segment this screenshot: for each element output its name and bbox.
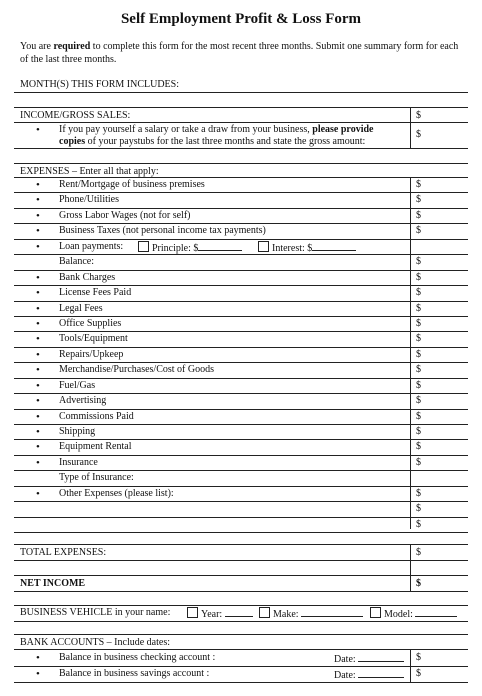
- expenses-heading: EXPENSES – Enter all that apply:: [20, 166, 159, 177]
- income-note-b: of your paystubs for the last three months and state the gross amount:: [85, 136, 366, 147]
- model-checkbox[interactable]: [370, 607, 381, 618]
- row-line: [14, 621, 468, 622]
- expense-row: [14, 411, 468, 425]
- expense-row: [14, 241, 468, 255]
- expense-row: [14, 457, 468, 471]
- expense-label: Merchandise/Purchases/Cost of Goods: [59, 364, 214, 376]
- row-line: [14, 393, 468, 394]
- dollar-sign: $: [416, 652, 421, 663]
- bullet: •: [36, 271, 40, 284]
- dollar-sign: $: [416, 333, 421, 345]
- row-line: [14, 666, 468, 667]
- expense-row: [14, 303, 468, 317]
- principal-label: Principle: $: [152, 242, 199, 254]
- savings-label: Balance in business savings account :: [59, 668, 210, 679]
- dollar-sign: $: [416, 209, 421, 221]
- row-line: [14, 575, 468, 576]
- expense-row: [14, 272, 468, 286]
- dollar-sign: $: [416, 426, 421, 438]
- dollar-sign: $: [416, 456, 421, 468]
- intro-text-2: to complete this form for the most recent three months. Submit one summary form for each of the last three months.: [20, 41, 459, 65]
- expense-row: [14, 380, 468, 394]
- expense-label: Bank Charges: [59, 271, 116, 283]
- vehicle-year: [187, 607, 253, 620]
- bullet: •: [36, 194, 40, 207]
- principal-checkbox[interactable]: [138, 241, 149, 252]
- dollar-sign: $: [416, 379, 421, 391]
- expense-row: [14, 210, 468, 224]
- divider: [14, 92, 468, 93]
- row-line: [14, 270, 468, 271]
- checking-date-field[interactable]: [358, 652, 404, 662]
- savings-row: [14, 668, 468, 682]
- date-label: Date:: [334, 654, 356, 665]
- loan-label: Loan payments:: [59, 240, 124, 252]
- dollar-sign: $: [416, 395, 421, 407]
- row-line: [14, 208, 468, 209]
- table-border: [14, 544, 468, 545]
- bullet: •: [36, 456, 40, 469]
- table-border: [14, 107, 468, 108]
- expense-label: Phone/Utilities: [59, 194, 119, 206]
- expense-label: Insurance: [59, 456, 98, 468]
- row-line: [14, 239, 468, 240]
- income-note-a: If you pay yourself a salary or take a draw from your business,: [59, 124, 313, 135]
- table-border: [14, 163, 468, 164]
- expense-label: Shipping: [59, 426, 96, 438]
- expense-label: Other Expenses (please list):: [59, 487, 174, 499]
- checking-date: [334, 652, 404, 665]
- dollar-sign: $: [416, 668, 421, 679]
- savings-date: [334, 668, 404, 681]
- row-line: [14, 532, 468, 533]
- expense-label: Office Supplies: [59, 317, 122, 329]
- row-line: [14, 347, 468, 348]
- intro-required: required: [53, 41, 91, 52]
- dollar-sign: $: [416, 129, 421, 140]
- row-line: [14, 560, 468, 561]
- dollar-sign: $: [416, 194, 421, 206]
- interest-checkbox[interactable]: [258, 241, 269, 252]
- dollar-sign: $: [416, 256, 421, 268]
- income-heading: INCOME/GROSS SALES:: [20, 110, 131, 121]
- principal-field[interactable]: [198, 241, 242, 251]
- dollar-sign: $: [416, 225, 421, 237]
- bullet: •: [36, 333, 40, 346]
- bullet: •: [36, 317, 40, 330]
- vehicle-model: [370, 607, 457, 620]
- expense-row: [14, 333, 468, 347]
- income-note-bold2: copies: [59, 136, 86, 147]
- bullet: •: [36, 395, 40, 408]
- dollar-sign: $: [416, 110, 421, 121]
- intro-text-1: You are: [20, 41, 54, 52]
- expense-label: Tools/Equipment: [59, 333, 128, 345]
- column-divider: [410, 544, 411, 591]
- expense-label: Balance:: [59, 256, 94, 268]
- bullet: •: [36, 124, 40, 136]
- interest-label: Interest: $: [272, 242, 313, 254]
- expense-label: Equipment Rental: [59, 441, 132, 453]
- interest-field[interactable]: [312, 241, 356, 251]
- expense-label: Gross Labor Wages (not for self): [59, 209, 191, 221]
- dollar-sign: $: [416, 410, 421, 422]
- expense-label: Advertising: [59, 395, 107, 407]
- make-field[interactable]: [301, 607, 363, 617]
- expense-row: [14, 503, 468, 517]
- dollar-sign: $: [416, 271, 421, 283]
- expense-row: [14, 426, 468, 440]
- expense-row: [14, 488, 468, 502]
- expense-row: [14, 395, 468, 409]
- expense-row: [14, 519, 468, 533]
- row-line: [14, 192, 468, 193]
- dollar-sign: $: [416, 317, 421, 329]
- make-label: Make:: [273, 609, 299, 620]
- dollar-sign: $: [416, 364, 421, 376]
- expense-label: Legal Fees: [59, 302, 103, 314]
- row-line: [14, 517, 468, 518]
- expense-row: [14, 349, 468, 363]
- checking-label: Balance in business checking account :: [59, 652, 216, 663]
- row-line: [14, 424, 468, 425]
- row-line: [14, 362, 468, 363]
- expense-row: [14, 256, 468, 270]
- table-border: [14, 634, 468, 635]
- bullet: •: [36, 348, 40, 361]
- expense-row: [14, 441, 468, 455]
- bullet: •: [36, 652, 40, 664]
- table-border: [14, 605, 468, 606]
- year-checkbox[interactable]: [187, 607, 198, 618]
- vehicle-row: [14, 607, 468, 621]
- total-expenses-row: [14, 547, 468, 561]
- expense-label: License Fees Paid: [59, 287, 132, 299]
- dollar-sign: $: [416, 518, 421, 530]
- form-title: Self Employment Profit & Loss Form: [120, 11, 362, 27]
- row-line: [14, 331, 468, 332]
- year-label: Year:: [201, 609, 223, 620]
- total-expenses-label: TOTAL EXPENSES:: [20, 547, 107, 558]
- vehicle-make: [259, 607, 363, 620]
- row-line: [14, 455, 468, 456]
- bullet: •: [36, 240, 40, 253]
- row-line: [14, 682, 468, 683]
- bullet: •: [36, 379, 40, 392]
- expense-label: Business Taxes (not personal income tax payments): [59, 225, 266, 237]
- column-divider: [410, 107, 411, 148]
- dollar-sign: $: [416, 179, 421, 190]
- interest-option: [258, 241, 356, 254]
- expense-label: Type of Insurance:: [59, 472, 134, 484]
- dollar-sign: $: [416, 287, 421, 299]
- year-field[interactable]: [225, 607, 253, 617]
- expense-label: Fuel/Gas: [59, 379, 96, 391]
- bullet: •: [36, 179, 40, 191]
- principal-option: [138, 241, 242, 254]
- checking-row: [14, 652, 468, 666]
- row-line: [14, 285, 468, 286]
- bullet: •: [36, 487, 40, 500]
- income-note-row: [14, 124, 468, 150]
- bullet: •: [36, 426, 40, 439]
- expense-row: [14, 194, 468, 208]
- savings-date-field[interactable]: [358, 668, 404, 678]
- row-line: [14, 122, 468, 123]
- bullet: •: [36, 668, 40, 680]
- bullet: •: [36, 225, 40, 238]
- expense-label: Rent/Mortgage of business premises: [59, 179, 205, 190]
- bullet: •: [36, 287, 40, 300]
- row-line: [14, 470, 468, 471]
- row-line: [14, 378, 468, 379]
- row-line: [14, 254, 468, 255]
- bullet: •: [36, 302, 40, 315]
- dollar-sign: $: [416, 487, 421, 499]
- row-line: [14, 177, 468, 178]
- table-border: [14, 148, 468, 149]
- bullet: •: [36, 209, 40, 222]
- row-line: [14, 501, 468, 502]
- month-label: MONTH(S) THIS FORM INCLUDES:: [20, 79, 179, 90]
- expense-row: [14, 472, 468, 486]
- dollar-sign: $: [416, 547, 421, 558]
- intro-paragraph: [20, 41, 465, 66]
- expense-label: Repairs/Upkeep: [59, 348, 124, 360]
- dollar-sign: $: [416, 503, 421, 515]
- row-line: [14, 301, 468, 302]
- model-field[interactable]: [415, 607, 457, 617]
- net-income-row: [14, 578, 468, 592]
- dollar-sign: $: [416, 578, 421, 589]
- model-label: Model:: [384, 609, 413, 620]
- column-divider: [410, 177, 411, 529]
- expense-row: [14, 287, 468, 301]
- row-line: [14, 409, 468, 410]
- bullet: •: [36, 441, 40, 454]
- expense-row: [14, 225, 468, 239]
- expense-row: [14, 318, 468, 332]
- make-checkbox[interactable]: [259, 607, 270, 618]
- net-income-label: NET INCOME: [20, 578, 86, 589]
- expense-row: [14, 364, 468, 378]
- column-divider: [410, 649, 411, 682]
- row-line: [14, 591, 468, 592]
- row-line: [14, 486, 468, 487]
- bullet: •: [36, 364, 40, 377]
- row-line: [14, 223, 468, 224]
- date-label: Date:: [334, 670, 356, 681]
- bank-heading: BANK ACCOUNTS – Include dates:: [20, 637, 170, 648]
- dollar-sign: $: [416, 348, 421, 360]
- income-note-bold1: please provide: [312, 124, 374, 135]
- row-line: [14, 649, 468, 650]
- row-line: [14, 439, 468, 440]
- bullet: •: [36, 410, 40, 423]
- row-line: [14, 316, 468, 317]
- income-note: [59, 124, 409, 148]
- vehicle-label: BUSINESS VEHICLE in your name:: [20, 607, 171, 618]
- expense-label: Commissions Paid: [59, 410, 134, 422]
- expense-row: [14, 179, 468, 193]
- dollar-sign: $: [416, 441, 421, 453]
- dollar-sign: $: [416, 302, 421, 314]
